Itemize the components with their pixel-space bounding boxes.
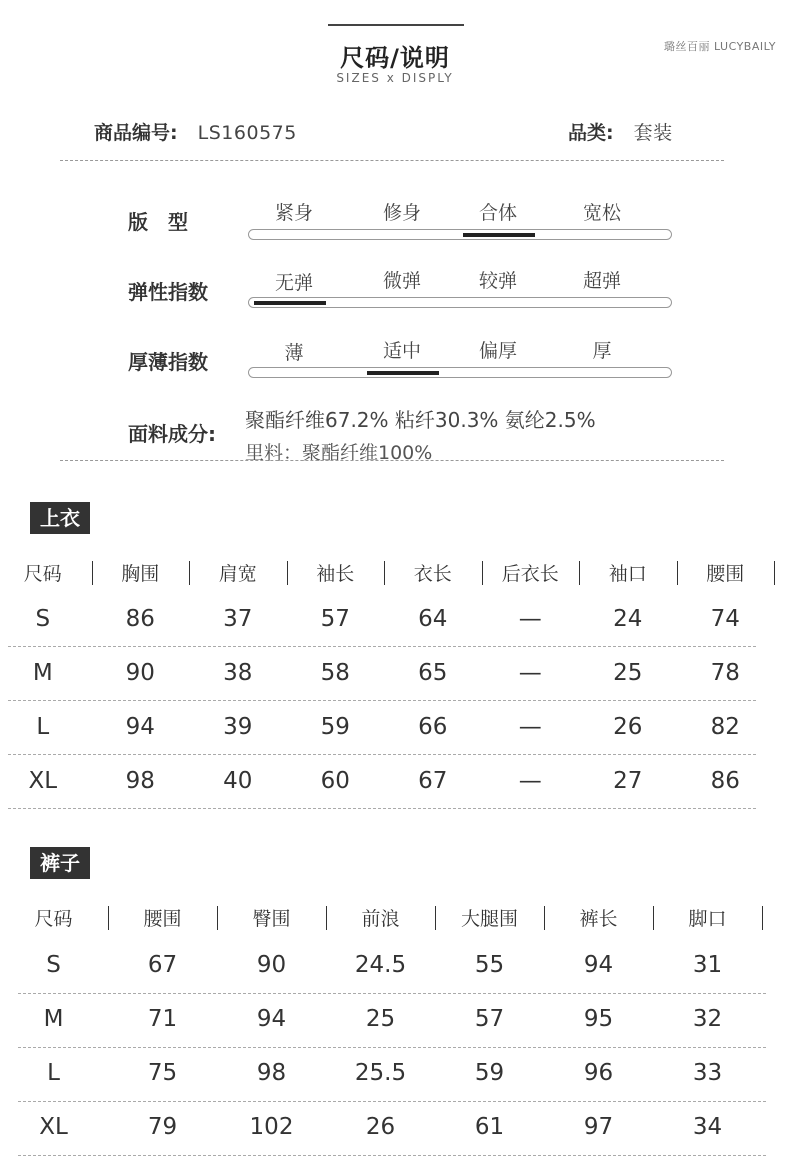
table-cell: 57 — [320, 606, 350, 632]
table-cell: 94 — [256, 1006, 287, 1032]
table-cell: 57 — [474, 1006, 505, 1032]
product-category-value: 套装 — [633, 122, 673, 144]
table-row-divider — [8, 754, 756, 755]
attr-elasticity-track — [248, 297, 672, 308]
table-cell: XL — [39, 1114, 68, 1140]
table-cell: 40 — [223, 768, 253, 794]
table-cell: 61 — [474, 1114, 505, 1140]
table-cell: 64 — [418, 606, 448, 632]
table-header-cell: 后衣长 — [501, 563, 559, 585]
attr-fit-track — [248, 229, 672, 240]
attr-thickness-option: 厚 — [592, 340, 612, 362]
table-header-cell: 腰围 — [143, 908, 182, 930]
table-cell: 86 — [125, 606, 155, 632]
table-cell: 33 — [692, 1060, 723, 1086]
table-cell: M — [32, 660, 53, 686]
attr-fit-label: 版 型 — [128, 210, 188, 234]
table-row-divider — [8, 646, 756, 647]
attr-elasticity-marker — [254, 301, 326, 305]
table-cell: 96 — [583, 1060, 614, 1086]
table-cell: 86 — [710, 768, 740, 794]
table-cell: 67 — [147, 952, 178, 978]
table-cell: 74 — [710, 606, 740, 632]
table-header-cell: 前浪 — [361, 908, 400, 930]
table-cell: 97 — [583, 1114, 614, 1140]
table-cell: 75 — [147, 1060, 178, 1086]
table-header-cell: 尺码 — [23, 563, 62, 585]
table-row-divider — [18, 1047, 766, 1048]
table-cell: 24.5 — [354, 952, 407, 978]
table-cell: 26 — [365, 1114, 396, 1140]
attr-elasticity-label: 弹性指数 — [128, 280, 208, 304]
table-header-cell: 裤长 — [579, 908, 618, 930]
table-cell: M — [43, 1006, 64, 1032]
attr-thickness-marker — [367, 371, 439, 375]
table-cell: 37 — [223, 606, 253, 632]
table-cell: 71 — [147, 1006, 178, 1032]
table-cell: 102 — [249, 1114, 294, 1140]
attr-elasticity-option: 无弹 — [274, 272, 313, 294]
attr-fit-marker — [463, 233, 535, 237]
table-header-cell: 衣长 — [413, 563, 452, 585]
top-rule — [328, 24, 464, 26]
table-cell: 60 — [320, 768, 350, 794]
table-header-cell: 胸围 — [121, 563, 160, 585]
table-row-divider — [18, 1155, 766, 1156]
page-subtitle: SIZES x DISPLY — [336, 71, 454, 85]
table-cell: 38 — [223, 660, 253, 686]
table-cell: 59 — [474, 1060, 505, 1086]
fabric-label: 面料成分: — [128, 422, 216, 446]
table-cell: 90 — [125, 660, 155, 686]
table-cell: 79 — [147, 1114, 178, 1140]
attr-fit-option: 修身 — [382, 202, 421, 224]
table-header-separator — [762, 906, 763, 930]
attr-elasticity-option: 超弹 — [582, 270, 621, 292]
page-title: 尺码/说明 — [340, 44, 450, 72]
table-cell: XL — [28, 768, 58, 794]
table-cell: 82 — [710, 714, 740, 740]
table-cell: 39 — [223, 714, 253, 740]
table-cell: 25 — [365, 1006, 396, 1032]
table-cell: — — [518, 768, 542, 794]
attr-fit-option: 合体 — [478, 202, 517, 224]
table-header-cell: 臀围 — [252, 908, 291, 930]
attr-elasticity-option: 微弹 — [382, 270, 421, 292]
fabric-composition: 聚酯纤维67.2% 粘纤30.3% 氨纶2.5% — [245, 408, 596, 432]
table-cell: 90 — [256, 952, 287, 978]
brand-logo-text: 璐丝百丽 LUCYBAILY — [663, 40, 776, 53]
table-cell: S — [46, 952, 61, 978]
table-header-cell: 肩宽 — [218, 563, 257, 585]
table-cell: — — [518, 714, 542, 740]
fabric-lining: 里料：聚酯纤维100% — [245, 442, 433, 464]
table-header-cell: 大腿围 — [460, 908, 518, 930]
product-code — [94, 118, 297, 145]
table-header-cell: 尺码 — [34, 908, 73, 930]
table-row-divider — [8, 700, 756, 701]
table-row-divider — [18, 1101, 766, 1102]
table-cell: 27 — [613, 768, 643, 794]
table-cell: 98 — [256, 1060, 287, 1086]
table-cell: — — [518, 606, 542, 632]
attr-elasticity-option: 较弹 — [478, 270, 517, 292]
table-cell: — — [518, 660, 542, 686]
table-cell: S — [35, 606, 51, 632]
attr-thickness-track — [248, 367, 672, 378]
section-tag-pants: 裤子 — [30, 847, 90, 879]
table-cell: 25.5 — [354, 1060, 407, 1086]
table-cell: 58 — [320, 660, 350, 686]
product-category-label: 品类: — [568, 122, 614, 144]
table-cell: 25 — [613, 660, 643, 686]
table-cell: 98 — [125, 768, 155, 794]
table-cell: 32 — [692, 1006, 723, 1032]
table-header-cell: 腰围 — [706, 563, 745, 585]
attr-thickness-option: 适中 — [382, 340, 421, 362]
table-header-separator — [774, 561, 775, 585]
divider-fabric — [60, 460, 724, 461]
section-tag-top: 上衣 — [30, 502, 90, 534]
table-cell: 94 — [583, 952, 614, 978]
table-cell: 66 — [418, 714, 448, 740]
divider-top — [60, 160, 724, 161]
product-code-label: 商品编号: — [94, 122, 178, 144]
table-row-divider — [18, 993, 766, 994]
table-row-divider — [8, 808, 756, 809]
attr-thickness-label: 厚薄指数 — [128, 350, 208, 374]
table-cell: 24 — [613, 606, 643, 632]
table-cell: 31 — [692, 952, 723, 978]
table-header-cell: 袖长 — [316, 563, 355, 585]
table-header-cell: 脚口 — [688, 908, 727, 930]
product-category — [568, 118, 673, 145]
table-cell: 78 — [710, 660, 740, 686]
attr-thickness-option: 薄 — [284, 342, 304, 364]
attr-thickness-option: 偏厚 — [478, 340, 517, 362]
table-cell: 94 — [125, 714, 155, 740]
table-cell: L — [47, 1060, 60, 1086]
attr-fit-option: 宽松 — [582, 202, 621, 224]
table-header-cell: 袖口 — [608, 563, 647, 585]
attr-fit-option: 紧身 — [274, 202, 313, 224]
table-cell: 34 — [692, 1114, 723, 1140]
product-code-value: LS160575 — [197, 122, 297, 144]
table-cell: L — [36, 714, 50, 740]
table-cell: 95 — [583, 1006, 614, 1032]
table-cell: 55 — [474, 952, 505, 978]
table-cell: 26 — [613, 714, 643, 740]
table-cell: 65 — [418, 660, 448, 686]
table-cell: 67 — [418, 768, 448, 794]
table-cell: 59 — [320, 714, 350, 740]
